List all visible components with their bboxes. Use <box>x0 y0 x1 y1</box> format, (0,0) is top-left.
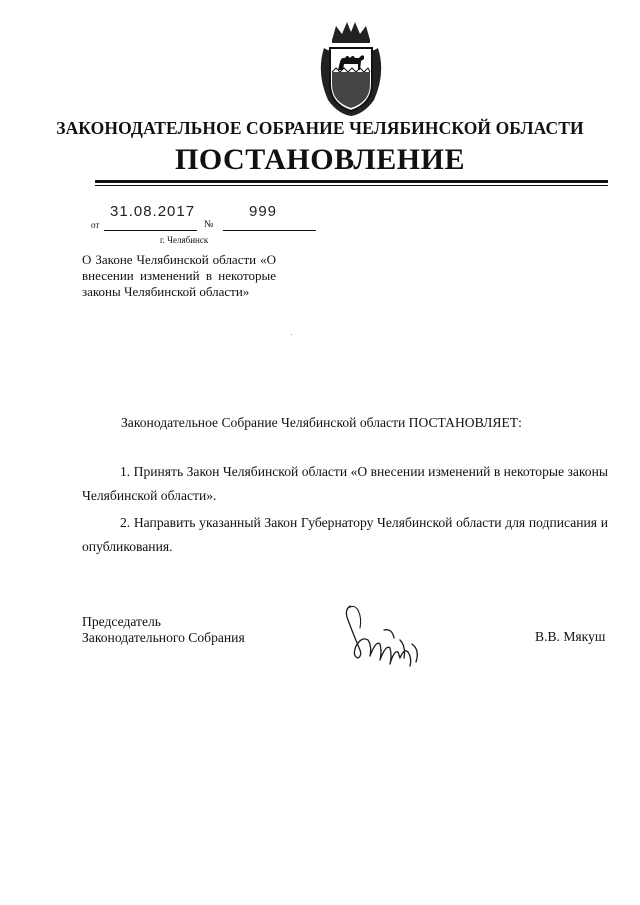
signer-title-line-2: Законодательного Собрания <box>82 630 245 645</box>
header-rule-thin <box>95 185 608 186</box>
date-underline <box>104 230 197 231</box>
document-number: 999 <box>249 203 278 220</box>
resolution-intro: Законодательное Собрание Челябинской области ПОСТАНОВЛЯЕТ: <box>121 415 522 430</box>
signer-title <box>82 614 245 646</box>
signer-title-line-1: Председатель <box>82 614 161 629</box>
document-type-title: ПОСТАНОВЛЕНИЕ <box>175 143 465 176</box>
header-rule-thick <box>95 180 608 183</box>
document-subject: О Законе Челябинской области «О внесении изменений в некоторые законы Челябинской области» <box>82 252 276 300</box>
document-date: 31.08.2017 <box>110 203 196 220</box>
scan-speck <box>291 334 292 335</box>
organization-title: ЗАКОНОДАТЕЛЬНОЕ СОБРАНИЕ ЧЕЛЯБИНСКОЙ ОБЛАСТИ <box>56 118 584 138</box>
coat-of-arms-icon <box>314 18 388 118</box>
resolution-item-1: 1. Принять Закон Челябинской области «О внесении изменений в некоторые законы Челябинской области». <box>82 464 608 503</box>
resolution-item-2: 2. Направить указанный Закон Губернатору Челябинской области для подписания и опубликования. <box>82 515 608 554</box>
number-prefix: № <box>204 219 214 230</box>
signer-name: В.В. Мякуш <box>535 629 606 644</box>
number-underline <box>223 230 316 231</box>
date-prefix: от <box>91 220 100 230</box>
handwritten-signature-icon <box>340 600 424 672</box>
city-label: г. Челябинск <box>160 235 209 245</box>
